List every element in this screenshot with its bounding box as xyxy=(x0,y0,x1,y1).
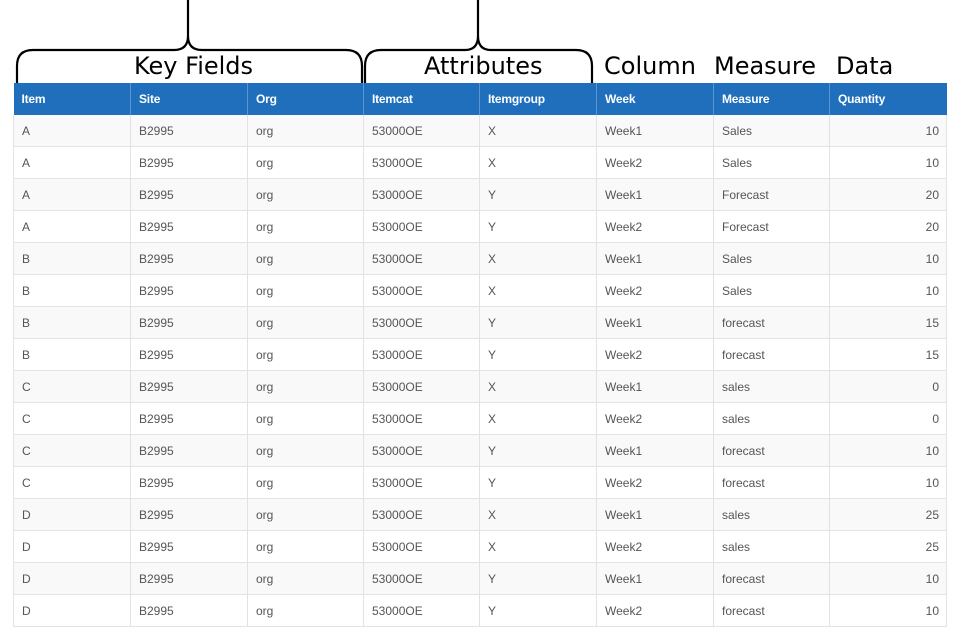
cell-itemcat: 53000OE xyxy=(364,595,480,627)
cell-item: A xyxy=(14,115,131,147)
cell-org: org xyxy=(248,531,364,563)
cell-itemgroup: Y xyxy=(480,339,597,371)
cell-quantity: 15 xyxy=(830,307,947,339)
cell-week: Week1 xyxy=(597,435,714,467)
cell-site: B2995 xyxy=(131,243,248,275)
cell-measure: Sales xyxy=(714,243,830,275)
table-row xyxy=(14,371,947,403)
table-row xyxy=(14,115,947,147)
cell-measure: forecast xyxy=(714,339,830,371)
cell-itemgroup: Y xyxy=(480,211,597,243)
cell-site: B2995 xyxy=(131,403,248,435)
cell-week: Week1 xyxy=(597,371,714,403)
cell-org: org xyxy=(248,467,364,499)
column-label: Column xyxy=(604,52,696,80)
cell-quantity: 10 xyxy=(830,275,947,307)
table-row xyxy=(14,435,947,467)
cell-measure: sales xyxy=(714,499,830,531)
table-row xyxy=(14,243,947,275)
cell-measure: sales xyxy=(714,531,830,563)
cell-org: org xyxy=(248,275,364,307)
cell-itemcat: 53000OE xyxy=(364,499,480,531)
cell-measure: forecast xyxy=(714,435,830,467)
measure-label: Measure xyxy=(714,52,816,80)
column-header-site[interactable]: Site xyxy=(131,83,248,115)
cell-itemcat: 53000OE xyxy=(364,435,480,467)
cell-week: Week1 xyxy=(597,563,714,595)
cell-itemcat: 53000OE xyxy=(364,403,480,435)
cell-itemgroup: Y xyxy=(480,307,597,339)
cell-quantity: 10 xyxy=(830,115,947,147)
cell-week: Week2 xyxy=(597,531,714,563)
cell-measure: Sales xyxy=(714,115,830,147)
cell-itemgroup: Y xyxy=(480,435,597,467)
cell-week: Week2 xyxy=(597,467,714,499)
cell-item: B xyxy=(14,307,131,339)
table-body xyxy=(14,115,947,627)
table-row xyxy=(14,403,947,435)
cell-itemgroup: X xyxy=(480,243,597,275)
table-header-row xyxy=(14,83,947,115)
table-row xyxy=(14,211,947,243)
cell-itemcat: 53000OE xyxy=(364,531,480,563)
cell-site: B2995 xyxy=(131,211,248,243)
cell-itemgroup: X xyxy=(480,147,597,179)
cell-quantity: 20 xyxy=(830,211,947,243)
cell-org: org xyxy=(248,179,364,211)
cell-quantity: 20 xyxy=(830,179,947,211)
cell-week: Week2 xyxy=(597,275,714,307)
cell-measure: Sales xyxy=(714,275,830,307)
cell-site: B2995 xyxy=(131,339,248,371)
cell-quantity: 10 xyxy=(830,435,947,467)
cell-measure: Forecast xyxy=(714,211,830,243)
cell-itemgroup: X xyxy=(480,531,597,563)
cell-site: B2995 xyxy=(131,531,248,563)
cell-measure: Sales xyxy=(714,147,830,179)
cell-site: B2995 xyxy=(131,147,248,179)
cell-item: C xyxy=(14,467,131,499)
table-row xyxy=(14,563,947,595)
column-header-quantity[interactable]: Quantity xyxy=(830,83,947,115)
cell-measure: Forecast xyxy=(714,179,830,211)
cell-quantity: 0 xyxy=(830,371,947,403)
annotation-layer xyxy=(0,0,960,88)
cell-itemcat: 53000OE xyxy=(364,211,480,243)
cell-org: org xyxy=(248,307,364,339)
data-table xyxy=(13,83,947,627)
column-header-week[interactable]: Week xyxy=(597,83,714,115)
cell-quantity: 10 xyxy=(830,147,947,179)
table-row xyxy=(14,467,947,499)
cell-site: B2995 xyxy=(131,115,248,147)
cell-quantity: 25 xyxy=(830,531,947,563)
cell-site: B2995 xyxy=(131,467,248,499)
cell-site: B2995 xyxy=(131,371,248,403)
key-fields-label: Key Fields xyxy=(134,52,254,80)
cell-itemcat: 53000OE xyxy=(364,467,480,499)
cell-week: Week2 xyxy=(597,403,714,435)
cell-item: D xyxy=(14,531,131,563)
cell-itemcat: 53000OE xyxy=(364,371,480,403)
cell-quantity: 10 xyxy=(830,595,947,627)
cell-org: org xyxy=(248,211,364,243)
cell-measure: forecast xyxy=(714,307,830,339)
cell-week: Week1 xyxy=(597,243,714,275)
cell-org: org xyxy=(248,435,364,467)
cell-itemcat: 53000OE xyxy=(364,307,480,339)
cell-measure: forecast xyxy=(714,563,830,595)
cell-item: A xyxy=(14,211,131,243)
cell-site: B2995 xyxy=(131,307,248,339)
cell-item: D xyxy=(14,595,131,627)
cell-org: org xyxy=(248,595,364,627)
cell-itemcat: 53000OE xyxy=(364,339,480,371)
data-table-container xyxy=(13,83,946,627)
table-row xyxy=(14,499,947,531)
table-row xyxy=(14,179,947,211)
cell-itemgroup: X xyxy=(480,371,597,403)
cell-itemcat: 53000OE xyxy=(364,275,480,307)
table-row xyxy=(14,339,947,371)
attributes-label: Attributes xyxy=(424,52,543,80)
cell-quantity: 10 xyxy=(830,467,947,499)
cell-itemgroup: X xyxy=(480,275,597,307)
cell-org: org xyxy=(248,115,364,147)
table-row xyxy=(14,531,947,563)
cell-itemgroup: X xyxy=(480,115,597,147)
cell-itemgroup: Y xyxy=(480,179,597,211)
cell-itemgroup: X xyxy=(480,403,597,435)
column-header-itemgroup[interactable]: Itemgroup xyxy=(480,83,597,115)
cell-quantity: 10 xyxy=(830,243,947,275)
cell-org: org xyxy=(248,243,364,275)
cell-itemgroup: Y xyxy=(480,563,597,595)
cell-site: B2995 xyxy=(131,563,248,595)
cell-item: B xyxy=(14,243,131,275)
cell-quantity: 15 xyxy=(830,339,947,371)
cell-week: Week2 xyxy=(597,595,714,627)
cell-itemcat: 53000OE xyxy=(364,115,480,147)
cell-itemcat: 53000OE xyxy=(364,563,480,595)
cell-site: B2995 xyxy=(131,595,248,627)
cell-measure: sales xyxy=(714,403,830,435)
column-header-measure[interactable]: Measure xyxy=(714,83,830,115)
cell-measure: forecast xyxy=(714,467,830,499)
table-row xyxy=(14,595,947,627)
cell-item: D xyxy=(14,499,131,531)
cell-org: org xyxy=(248,563,364,595)
cell-site: B2995 xyxy=(131,179,248,211)
cell-week: Week1 xyxy=(597,499,714,531)
cell-itemcat: 53000OE xyxy=(364,179,480,211)
cell-item: B xyxy=(14,275,131,307)
cell-item: D xyxy=(14,563,131,595)
cell-week: Week2 xyxy=(597,339,714,371)
cell-measure: sales xyxy=(714,371,830,403)
cell-item: B xyxy=(14,339,131,371)
cell-itemcat: 53000OE xyxy=(364,243,480,275)
cell-item: C xyxy=(14,403,131,435)
cell-week: Week1 xyxy=(597,307,714,339)
column-header-org[interactable]: Org xyxy=(248,83,364,115)
cell-item: A xyxy=(14,147,131,179)
cell-org: org xyxy=(248,403,364,435)
cell-org: org xyxy=(248,499,364,531)
cell-itemcat: 53000OE xyxy=(364,147,480,179)
cell-org: org xyxy=(248,339,364,371)
table-row xyxy=(14,307,947,339)
cell-org: org xyxy=(248,371,364,403)
cell-quantity: 0 xyxy=(830,403,947,435)
cell-quantity: 25 xyxy=(830,499,947,531)
cell-itemgroup: Y xyxy=(480,467,597,499)
cell-week: Week1 xyxy=(597,115,714,147)
data-label: Data xyxy=(836,52,894,80)
cell-measure: forecast xyxy=(714,595,830,627)
cell-week: Week1 xyxy=(597,179,714,211)
cell-site: B2995 xyxy=(131,435,248,467)
column-header-itemcat[interactable]: Itemcat xyxy=(364,83,480,115)
cell-week: Week2 xyxy=(597,147,714,179)
column-header-item[interactable]: Item xyxy=(14,83,131,115)
cell-itemgroup: X xyxy=(480,499,597,531)
cell-site: B2995 xyxy=(131,275,248,307)
cell-org: org xyxy=(248,147,364,179)
cell-quantity: 10 xyxy=(830,563,947,595)
cell-item: A xyxy=(14,179,131,211)
cell-site: B2995 xyxy=(131,499,248,531)
table-row xyxy=(14,275,947,307)
cell-item: C xyxy=(14,435,131,467)
cell-item: C xyxy=(14,371,131,403)
cell-week: Week2 xyxy=(597,211,714,243)
cell-itemgroup: Y xyxy=(480,595,597,627)
table-row xyxy=(14,147,947,179)
